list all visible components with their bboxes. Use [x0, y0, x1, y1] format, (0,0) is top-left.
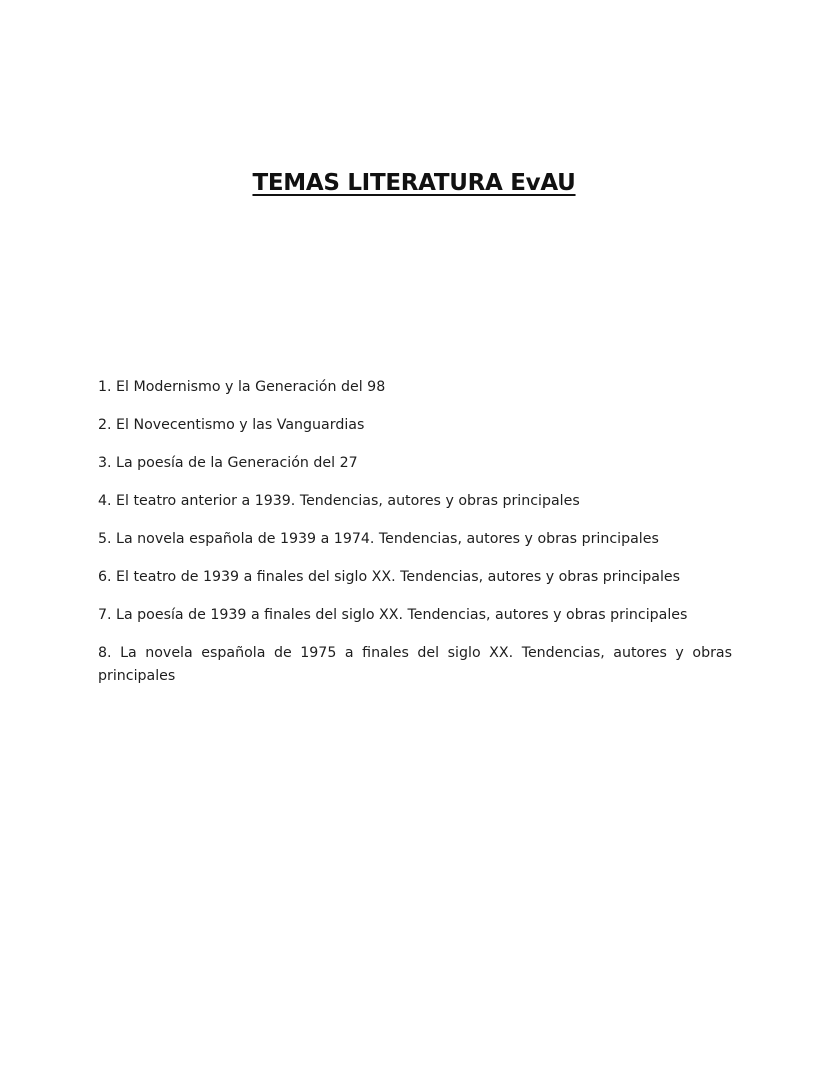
topic-item-1: 1. El Modernismo y la Generación del 98 — [98, 379, 386, 395]
topic-list — [98, 376, 732, 703]
page-title: TEMAS LITERATURA EvAU — [252, 170, 576, 196]
topic-item-6: 6. El teatro de 1939 a finales del siglo XX. Tendencias, autores y obras principales — [98, 569, 681, 585]
topic-item-3: 3. La poesía de la Generación del 27 — [98, 455, 358, 471]
topic-item-8: 8. La novela española de 1975 a finales del siglo XX. Tendencias, autores y obras principales — [98, 645, 732, 684]
topic-item-4: 4. El teatro anterior a 1939. Tendencias, autores y obras principales — [98, 493, 580, 509]
topic-item-7: 7. La poesía de 1939 a finales del siglo XX. Tendencias, autores y obras principales — [98, 607, 688, 623]
topic-item-5: 5. La novela española de 1939 a 1974. Tendencias, autores y obras principales — [98, 531, 659, 547]
topic-item-2: 2. El Novecentismo y las Vanguardias — [98, 417, 365, 433]
